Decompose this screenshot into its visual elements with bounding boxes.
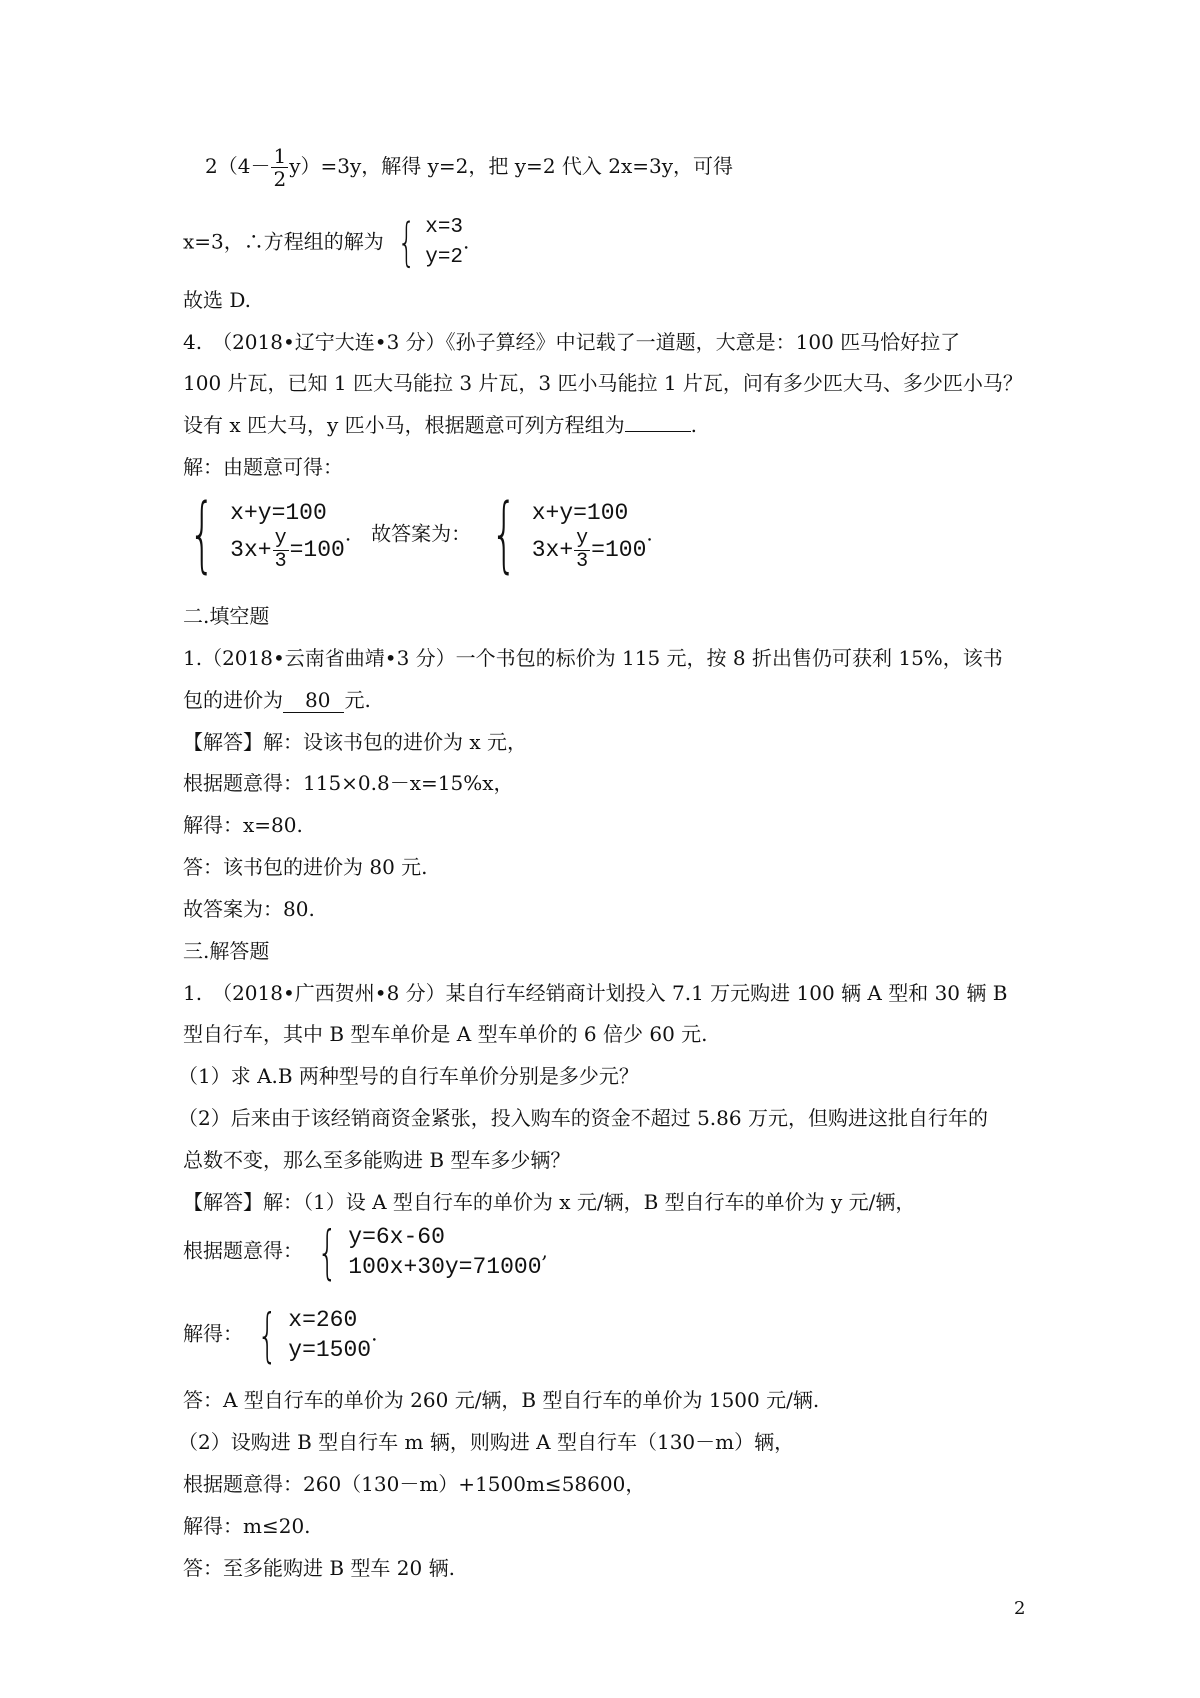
text-line: 答：该书包的进价为 80 元. [183,855,428,879]
equation-system: { y=6x-60 100x+30y=71000 [317,1218,542,1286]
question-4-line-1: 4. （2018•辽宁大连•3 分）《孙子算经》中记载了一道题，大意是：100 匹马恰好拉了 [183,330,961,354]
solution-line-1 [205,145,733,190]
text-line: 【解答】解：设该书包的进价为 x 元， [183,730,527,754]
equation-line: 解得： { x=260 y=1500 . [183,1301,378,1369]
problem-line-2: 型自行车，其中 B 型车单价是 A 型车单价的 6 倍少 60 元. [183,1022,708,1046]
section-heading: 二.填空题 [183,604,270,628]
page-number: 2 [1014,1598,1026,1619]
answer-systems-line: { x+y=100 3x+ $\frac{y}{3}$ =100 . 故答案为： { x+y=100 3x+ $\frac{y}{3}$ =100 . [176,494,653,576]
problem-part-1: （1）求 A.B 两种型号的自行车单价分别是多少元？ [178,1064,639,1088]
text-line: 解得：x=80. [183,813,303,837]
text-line: 答：至多能购进 B 型车 20 辆. [183,1556,455,1580]
text-line: 根据题意得：260（130－m）+1500m≤58600， [183,1472,646,1496]
problem-part-2: （2）后来由于该经销商资金紧张，投入购车的资金不超过 5.86 万元，但购进这批自行年的 [178,1106,988,1130]
equation-system: { x+y=100 3x+ $\frac{y}{3}$ =100 [189,487,345,582]
equation: y=2 [425,246,464,269]
answer-blank [625,415,691,432]
text-line: 解得：m≤20. [183,1514,311,1538]
fill-question-line-1: 1.（2018•云南省曲靖•3 分）一个书包的标价为 115 元，按 8 折出售仍可获利 15%，该书 [183,646,1003,670]
problem-line-1: 1. （2018•广西贺州•8 分）某自行车经销商计划投入 7.1 万元购进 100 辆 A 型和 30 辆 B [183,981,1008,1005]
text-segment: 2（4－ [205,154,271,178]
text-line: 故选 D. [183,288,252,312]
brace-symbol: { [257,1301,278,1369]
equation-system: { x=260 y=1500 [257,1301,372,1369]
equation-system: { x+y=100 3x+ $\frac{y}{3}$ =100 [490,487,647,582]
brace-symbol: { [490,487,517,582]
equation: x=3 [425,216,464,239]
text-line: 解：由题意可得： [183,455,343,479]
brace-symbol: { [397,213,416,273]
text-line: 答：A 型自行车的单价为 260 元/辆，B 型自行车的单价为 1500 元/辆. [183,1388,820,1412]
brace-symbol: { [189,487,216,582]
problem-line: 总数不变，那么至多能购进 B 型车多少辆？ [183,1148,571,1172]
text-line: 根据题意得：115×0.8－x=15%x， [183,771,514,795]
equation-line: 根据题意得： { y=6x-60 100x+30y=71000 , [183,1218,548,1286]
question-4-line-2: 100 片瓦，已知 1 匹大马能拉 3 片瓦，3 匹小马能拉 1 片瓦，问有多少匹大马、多少匹小马？ [183,371,1023,395]
solution-line-2: x=3，∴方程组的解为 { x=3 y=2 . [183,213,470,273]
brace-symbol: { [317,1218,338,1286]
section-heading: 三.解答题 [183,939,270,963]
fraction: $\frac{1}{2}$ [273,144,287,191]
text-line: 故答案为：80. [183,897,315,921]
text-line: （2）设购进 B 型自行车 m 辆，则购进 A 型自行车（130－m）辆， [178,1430,795,1454]
equation-system [390,213,463,273]
fill-question-line-2: 包的进价为 80 元. [183,688,371,712]
text-line: 【解答】解：（1）设 A 型自行车的单价为 x 元/辆，B 型自行车的单价为 y 元/辆， [183,1190,916,1214]
question-4-line-3: 设有 x 匹大马，y 匹小马，根据题意可列方程组为 . [183,413,698,437]
text-segment: y）=3y，解得 y=2，把 y=2 代入 2x=3y，可得 [289,154,734,178]
answer-blank: 80 [283,688,344,713]
